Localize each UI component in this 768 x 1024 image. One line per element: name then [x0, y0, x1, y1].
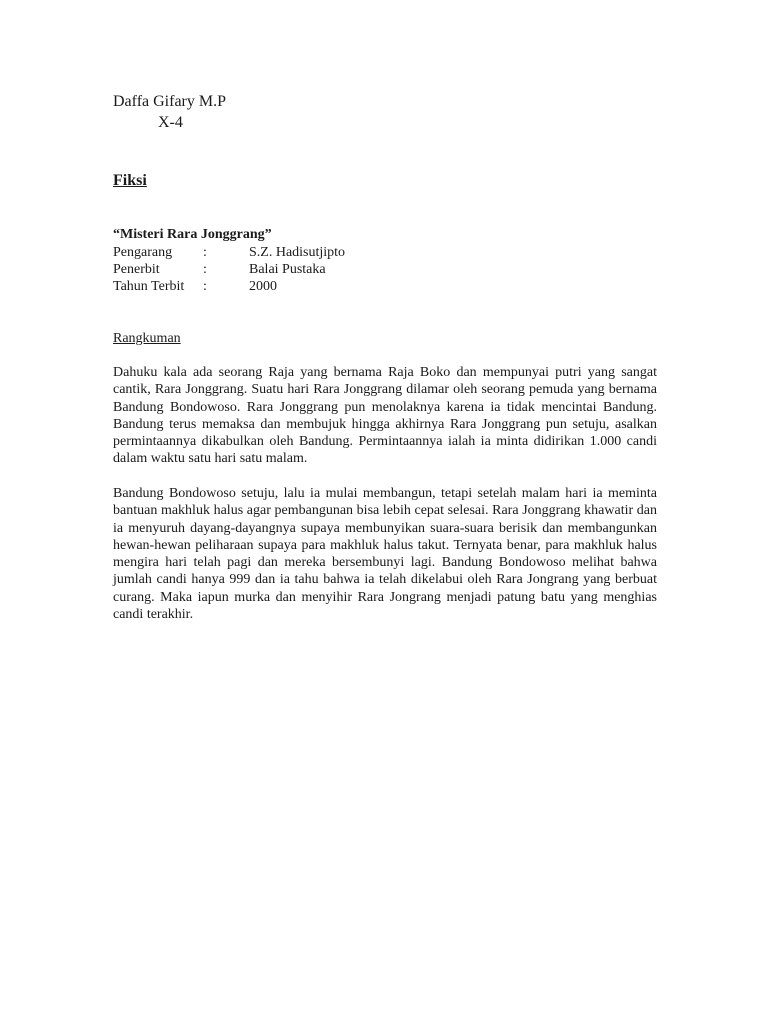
detail-value: Balai Pustaka — [249, 262, 326, 277]
section-heading: Fiksi — [113, 172, 147, 189]
detail-label: Penerbit — [113, 262, 160, 277]
class-label: X-4 — [158, 114, 183, 131]
detail-separator: : — [203, 245, 207, 260]
detail-separator: : — [203, 262, 207, 277]
detail-label: Tahun Terbit — [113, 279, 185, 294]
detail-value: 2000 — [249, 279, 277, 294]
detail-label: Pengarang — [113, 245, 173, 260]
detail-value: S.Z. Hadisutjipto — [249, 245, 346, 260]
detail-separator: : — [203, 279, 207, 294]
summary-paragraph: Bandung Bondowoso setuju, lalu ia mulai membangun, tetapi setelah malam hari ia meminta bantuan makhluk halus agar pembangunan bisa lebih cepat selesai. Rara Jonggrang khawatir dan ia menyuruh dayang-dayangnya supaya membunyikan suara-suara berisik dan membangunkan hewan-hewan peliharaan supaya para makhluk halus takut. Ternyata benar, para makhluk halus mengira hari telah pagi dan mereka bersembunyi lagi. Bandung Bondowoso melihat bahwa jumlah candi hanya 999 dan ia tahu bahwa ia telah dikelabui oleh Rara Jongrang yang berbuat curang. Maka iapun murka dan menyihir Rara Jongrang menjadi patung batu yang menghias candi terakhir. — [113, 486, 657, 623]
author-name: Daffa Gifary M.P — [113, 93, 227, 110]
book-title: “Misteri Rara Jonggrang” — [113, 227, 272, 242]
summary-paragraph: Dahuku kala ada seorang Raja yang bernama Raja Boko dan mempunyai putri yang sangat cantik, Rara Jonggrang. Suatu hari Rara Jonggrang dilamar oleh seorang pemuda yang bernama Bandung Bondowoso. Rara Jonggrang pun menolaknya karena ia tidak mencintai Bandung. Bandung terus memaksa dan membujuk hingga akhirnya Rara Jonggrang pun setuju, asalkan permintaannya dikabulkan oleh Bandung. Permintaannya ialah ia minta didirikan 1.000 candi dalam waktu satu hari satu malam. — [113, 365, 657, 467]
summary-heading: Rangkuman — [113, 331, 181, 346]
